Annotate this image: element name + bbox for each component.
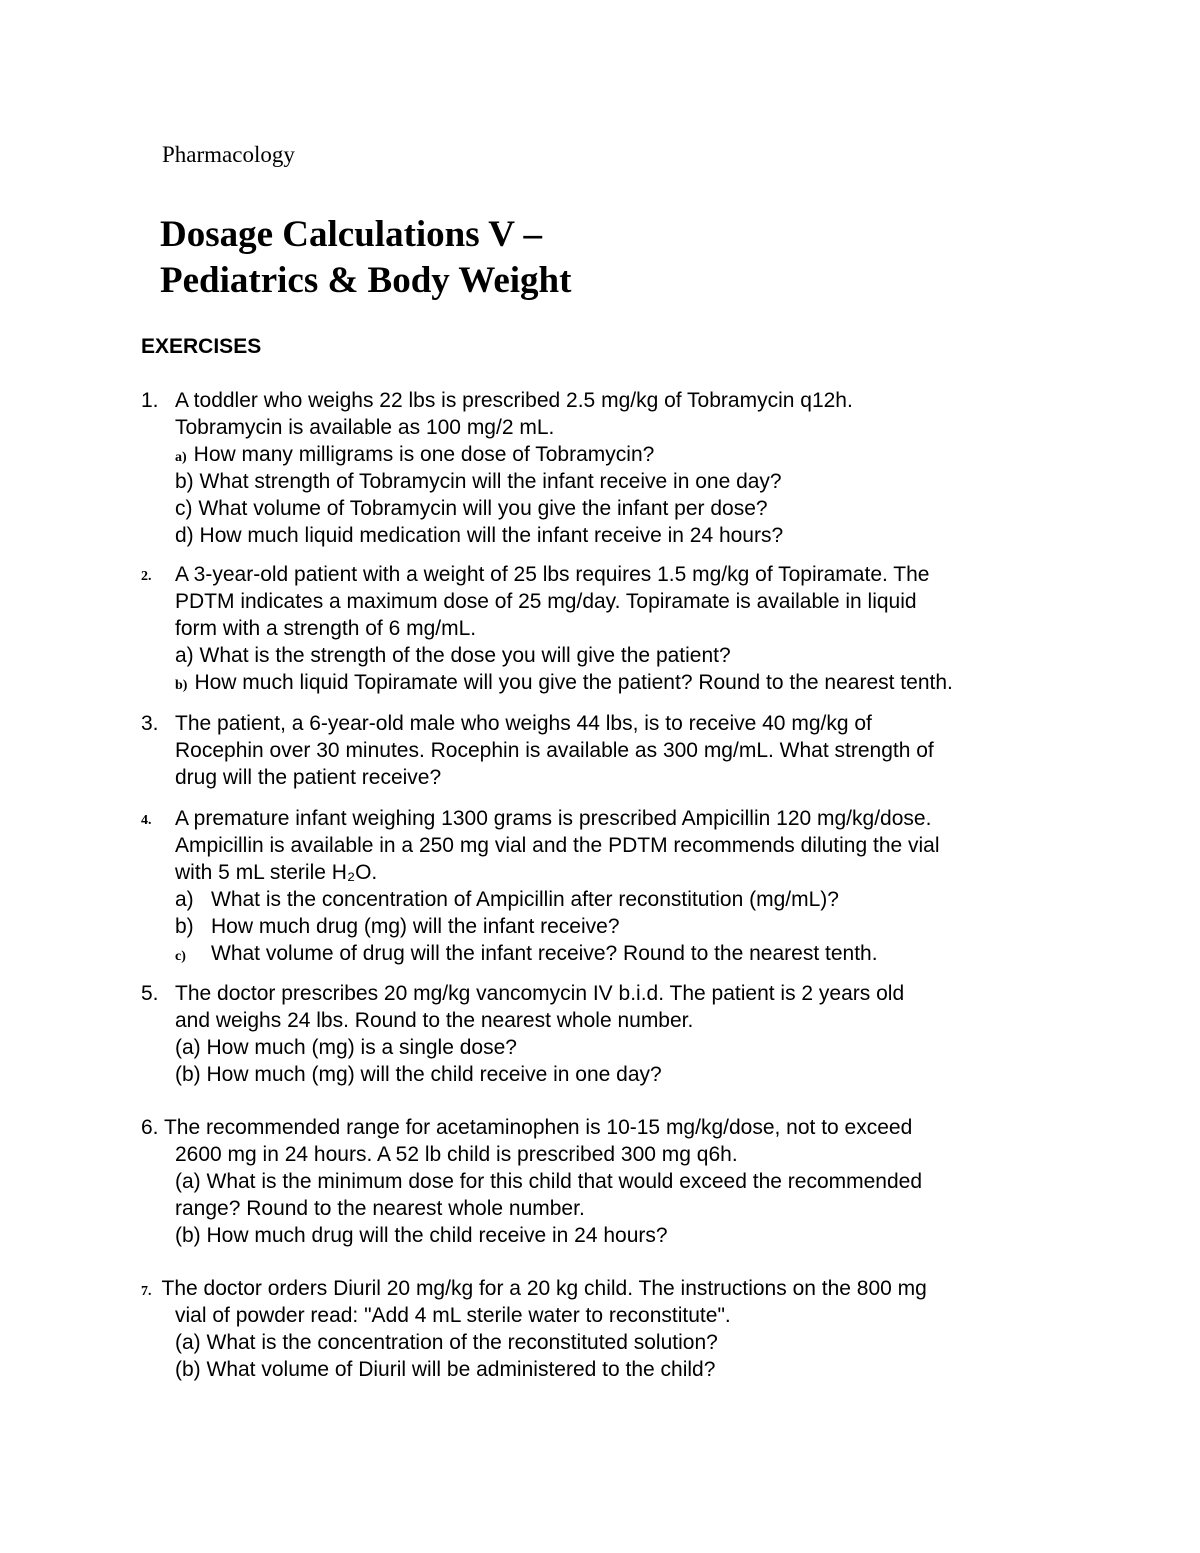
exercise-text-line: (b) How much drug will the child receive in 24 hours? bbox=[175, 1224, 668, 1247]
exercise-text-line: with 5 mL sterile H₂O. bbox=[175, 861, 378, 884]
part-text: How much liquid Topiramate will you give the patient? Round to the nearest tenth. bbox=[194, 671, 953, 694]
exercise-6 bbox=[141, 1114, 1141, 1249]
part-text: What is the concentration of Ampicillin after reconstitution (mg/mL)? bbox=[211, 888, 839, 911]
exercise-number: 2. bbox=[141, 569, 152, 584]
exercise-text-line: form with a strength of 6 mg/mL. bbox=[175, 617, 477, 640]
exercise-text-line: (b) How much (mg) will the child receive in one day? bbox=[175, 1063, 662, 1086]
exercise-text-line: A toddler who weighs 22 lbs is prescribed 2.5 mg/kg of Tobramycin q12h. bbox=[175, 389, 853, 412]
exercise-text-line: drug will the patient receive? bbox=[175, 766, 442, 789]
exercise-text-line: Tobramycin is available as 100 mg/2 mL. bbox=[175, 416, 555, 439]
exercise-text-line: (a) What is the concentration of the reconstituted solution? bbox=[175, 1331, 718, 1354]
part-text: How much liquid medication will the infant receive in 24 hours? bbox=[199, 524, 784, 547]
exercise-3 bbox=[141, 710, 1141, 791]
exercise-text-line: (a) How much (mg) is a single dose? bbox=[175, 1036, 517, 1059]
exercise-number: 6. bbox=[141, 1116, 159, 1139]
exercise-1 bbox=[141, 387, 1141, 549]
title-line-1: Dosage Calculations V – bbox=[160, 214, 543, 255]
exercise-text-line: Ampicillin is available in a 250 mg vial and the PDTM recommends diluting the vial bbox=[175, 834, 940, 857]
part-text: What strength of Tobramycin will the infant receive in one day? bbox=[199, 470, 782, 493]
part-text: How much drug (mg) will the infant receive? bbox=[211, 915, 620, 938]
exercise-text-line: The doctor orders Diuril 20 mg/kg for a 20 kg child. The instructions on the 800 mg bbox=[161, 1277, 927, 1300]
part-label: c) bbox=[175, 497, 193, 520]
exercise-text-line: A 3-year-old patient with a weight of 25 lbs requires 1.5 mg/kg of Topiramate. The bbox=[175, 563, 930, 586]
part-label: b) bbox=[175, 678, 188, 693]
part-label: b) bbox=[175, 915, 194, 938]
exercise-number: 1. bbox=[141, 389, 159, 412]
exercise-text-line: Rocephin over 30 minutes. Rocephin is available as 300 mg/mL. What strength of bbox=[175, 739, 934, 762]
part-label: c) bbox=[175, 949, 186, 964]
part-label: d) bbox=[175, 524, 194, 547]
exercise-text-line: and weighs 24 lbs. Round to the nearest whole number. bbox=[175, 1009, 694, 1032]
exercise-text-line: The recommended range for acetaminophen is 10-15 mg/kg/dose, not to exceed bbox=[163, 1116, 913, 1139]
exercise-text-line: (a) What is the minimum dose for this child that would exceed the recommended bbox=[175, 1170, 923, 1193]
exercise-5 bbox=[141, 980, 1141, 1088]
part-text: What volume of drug will the infant receive? Round to the nearest tenth. bbox=[211, 942, 878, 965]
exercise-text-line: The patient, a 6-year-old male who weighs 44 lbs, is to receive 40 mg/kg of bbox=[175, 712, 872, 735]
part-label: a) bbox=[175, 888, 194, 911]
exercise-text-line: 2600 mg in 24 hours. A 52 lb child is prescribed 300 mg q6h. bbox=[175, 1143, 738, 1166]
exercise-text-line: PDTM indicates a maximum dose of 25 mg/day. Topiramate is available in liquid bbox=[175, 590, 917, 613]
title-line-2: Pediatrics & Body Weight bbox=[160, 260, 572, 301]
exercise-7 bbox=[141, 1275, 1141, 1383]
part-label: a) bbox=[175, 450, 187, 465]
exercise-2 bbox=[141, 561, 1141, 696]
exercise-text-line: range? Round to the nearest whole number. bbox=[175, 1197, 585, 1220]
part-label: a) bbox=[175, 644, 194, 667]
part-text: What volume of Tobramycin will you give the infant per dose? bbox=[198, 497, 768, 520]
exercise-4 bbox=[141, 805, 1141, 967]
exercise-number: 4. bbox=[141, 813, 152, 828]
exercise-text-line: The doctor prescribes 20 mg/kg vancomycin IV b.i.d. The patient is 2 years old bbox=[175, 982, 905, 1005]
part-label: b) bbox=[175, 470, 194, 493]
subject-label: Pharmacology bbox=[162, 142, 295, 167]
exercise-text-line: vial of powder read: "Add 4 mL sterile water to reconstitute". bbox=[175, 1304, 731, 1327]
exercise-number: 3. bbox=[141, 712, 159, 735]
exercise-number: 7. bbox=[141, 1284, 152, 1299]
document-title bbox=[160, 212, 571, 304]
exercise-number: 5. bbox=[141, 982, 159, 1005]
exercise-text-line: (b) What volume of Diuril will be administered to the child? bbox=[175, 1358, 716, 1381]
section-heading: EXERCISES bbox=[141, 335, 262, 358]
part-text: What is the strength of the dose you will give the patient? bbox=[199, 644, 731, 667]
part-text: How many milligrams is one dose of Tobramycin? bbox=[193, 443, 655, 466]
exercise-text-line: A premature infant weighing 1300 grams is prescribed Ampicillin 120 mg/kg/dose. bbox=[175, 807, 932, 830]
